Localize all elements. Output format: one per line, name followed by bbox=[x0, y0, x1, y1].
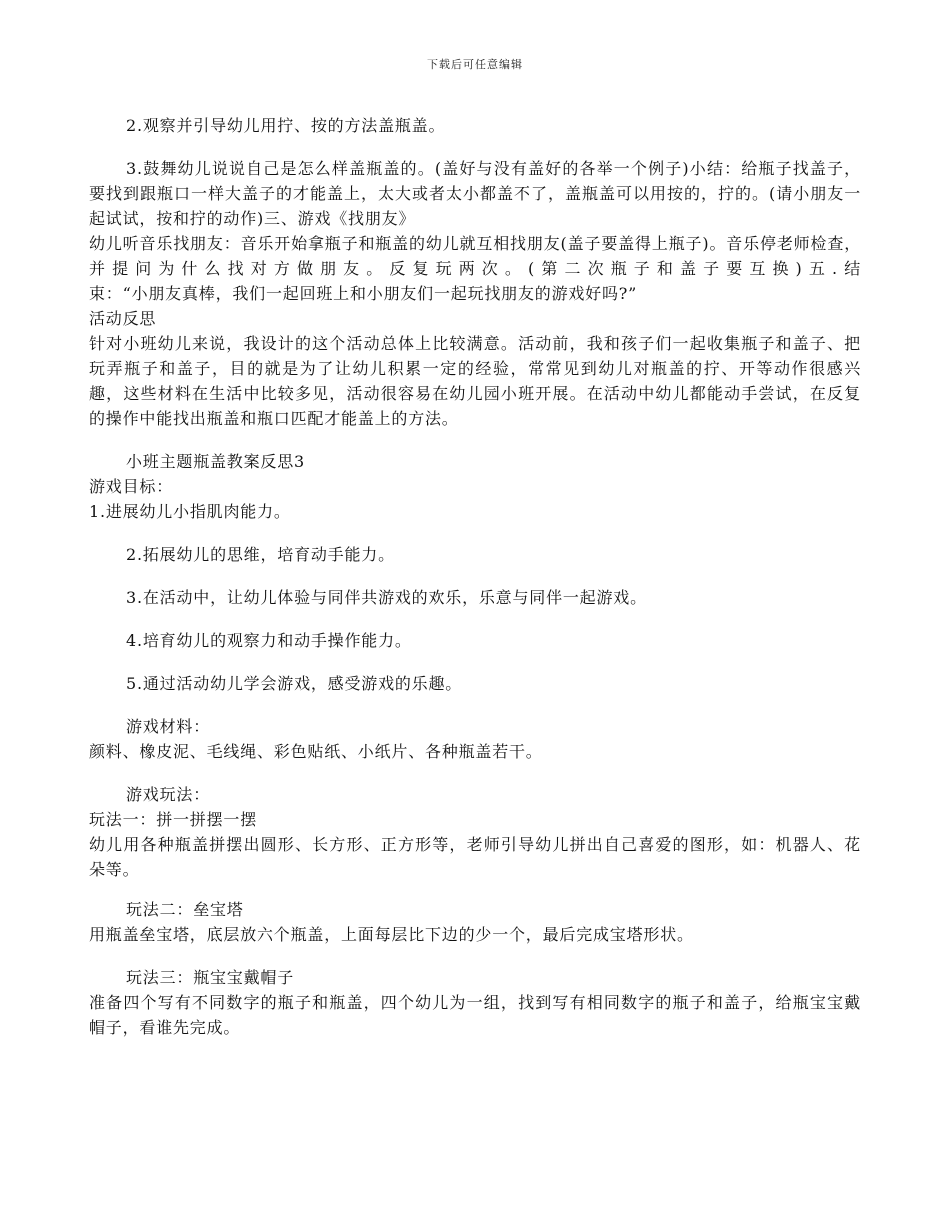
list-item: 3.在活动中，让幼儿体验与同伴共游戏的欢乐，乐意与同伴一起游戏。 bbox=[126, 588, 647, 607]
paragraph: 幼儿用各种瓶盖拼摆出圆形、长方形、正方形等，老师引导幼儿拼出自己喜爱的图形，如：机器人、花朵等。 bbox=[89, 835, 861, 879]
section-heading: 游戏玩法： bbox=[126, 785, 211, 804]
page-header: 下载后可任意编辑 bbox=[427, 58, 523, 71]
paragraph: 束：“小朋友真棒，我们一起回班上和小朋友们一起玩找朋友的游戏好吗?” bbox=[89, 284, 638, 303]
subheading: 玩法二：垒宝塔 bbox=[126, 900, 244, 919]
section-heading: 活动反思 bbox=[89, 309, 157, 328]
paragraph: 2.观察并引导幼儿用拧、按的方法盖瓶盖。 bbox=[126, 116, 446, 135]
subheading: 玩法三：瓶宝宝戴帽子 bbox=[126, 968, 295, 987]
paragraph: 准备四个写有不同数字的瓶子和瓶盖，四个幼儿为一组，找到写有相同数字的瓶子和盖子，给瓶宝宝戴帽子，看谁先完成。 bbox=[89, 993, 861, 1037]
paragraph: 用瓶盖垒宝塔，底层放六个瓶盖，上面每层比下边的少一个，最后完成宝塔形状。 bbox=[89, 925, 694, 944]
list-item: 1.进展幼儿小指肌肉能力。 bbox=[89, 502, 291, 521]
list-item: 4.培育幼儿的观察力和动手操作能力。 bbox=[126, 631, 412, 650]
section-heading: 游戏目标： bbox=[89, 477, 174, 496]
list-item: 5.通过活动幼儿学会游戏，感受游戏的乐趣。 bbox=[126, 674, 463, 693]
list-item: 2.拓展幼儿的思维，培育动手能力。 bbox=[126, 545, 395, 564]
paragraph: 3.鼓舞幼儿说说自己是怎么样盖瓶盖的。(盖好与没有盖好的各举一个例子)小结：给瓶子找盖子，要找到跟瓶口一样大盖子的才能盖上，太大或者太小都盖不了，盖瓶盖可以用按的，拧的。(请小朋友一起试试，按和拧的动作)三、游戏《找朋友》 bbox=[89, 159, 861, 228]
section-heading: 游戏材料： bbox=[126, 717, 211, 736]
subheading: 玩法一：拼一拼摆一摆 bbox=[89, 810, 258, 829]
paragraph: 针对小班幼儿来说，我设计的这个活动总体上比较满意。活动前，我和孩子们一起收集瓶子和盖子、把玩弄瓶子和盖子，目的就是为了让幼儿积累一定的经验，常常见到幼儿对瓶盖的拧、开等动作很感兴趣，这些材料在生活中比较多见，活动很容易在幼儿园小班开展。在活动中幼儿都能动手尝试，在反复的操作中能找出瓶盖和瓶口匹配才能盖上的方法。 bbox=[89, 334, 861, 428]
document-body bbox=[89, 113, 861, 1040]
paragraph: 颜料、橡皮泥、毛线绳、彩色贴纸、小纸片、各种瓶盖若干。 bbox=[89, 742, 543, 761]
paragraph: 幼儿听音乐找朋友：音乐开始拿瓶子和瓶盖的幼儿就互相找朋友(盖子要盖得上瓶子)。音乐停老师检查，并提问为什么找对方做朋友。反复玩两次。(第二次瓶子和盖子要互换)五.结 bbox=[89, 234, 861, 278]
section-heading: 小班主题瓶盖教案反思3 bbox=[126, 452, 305, 471]
